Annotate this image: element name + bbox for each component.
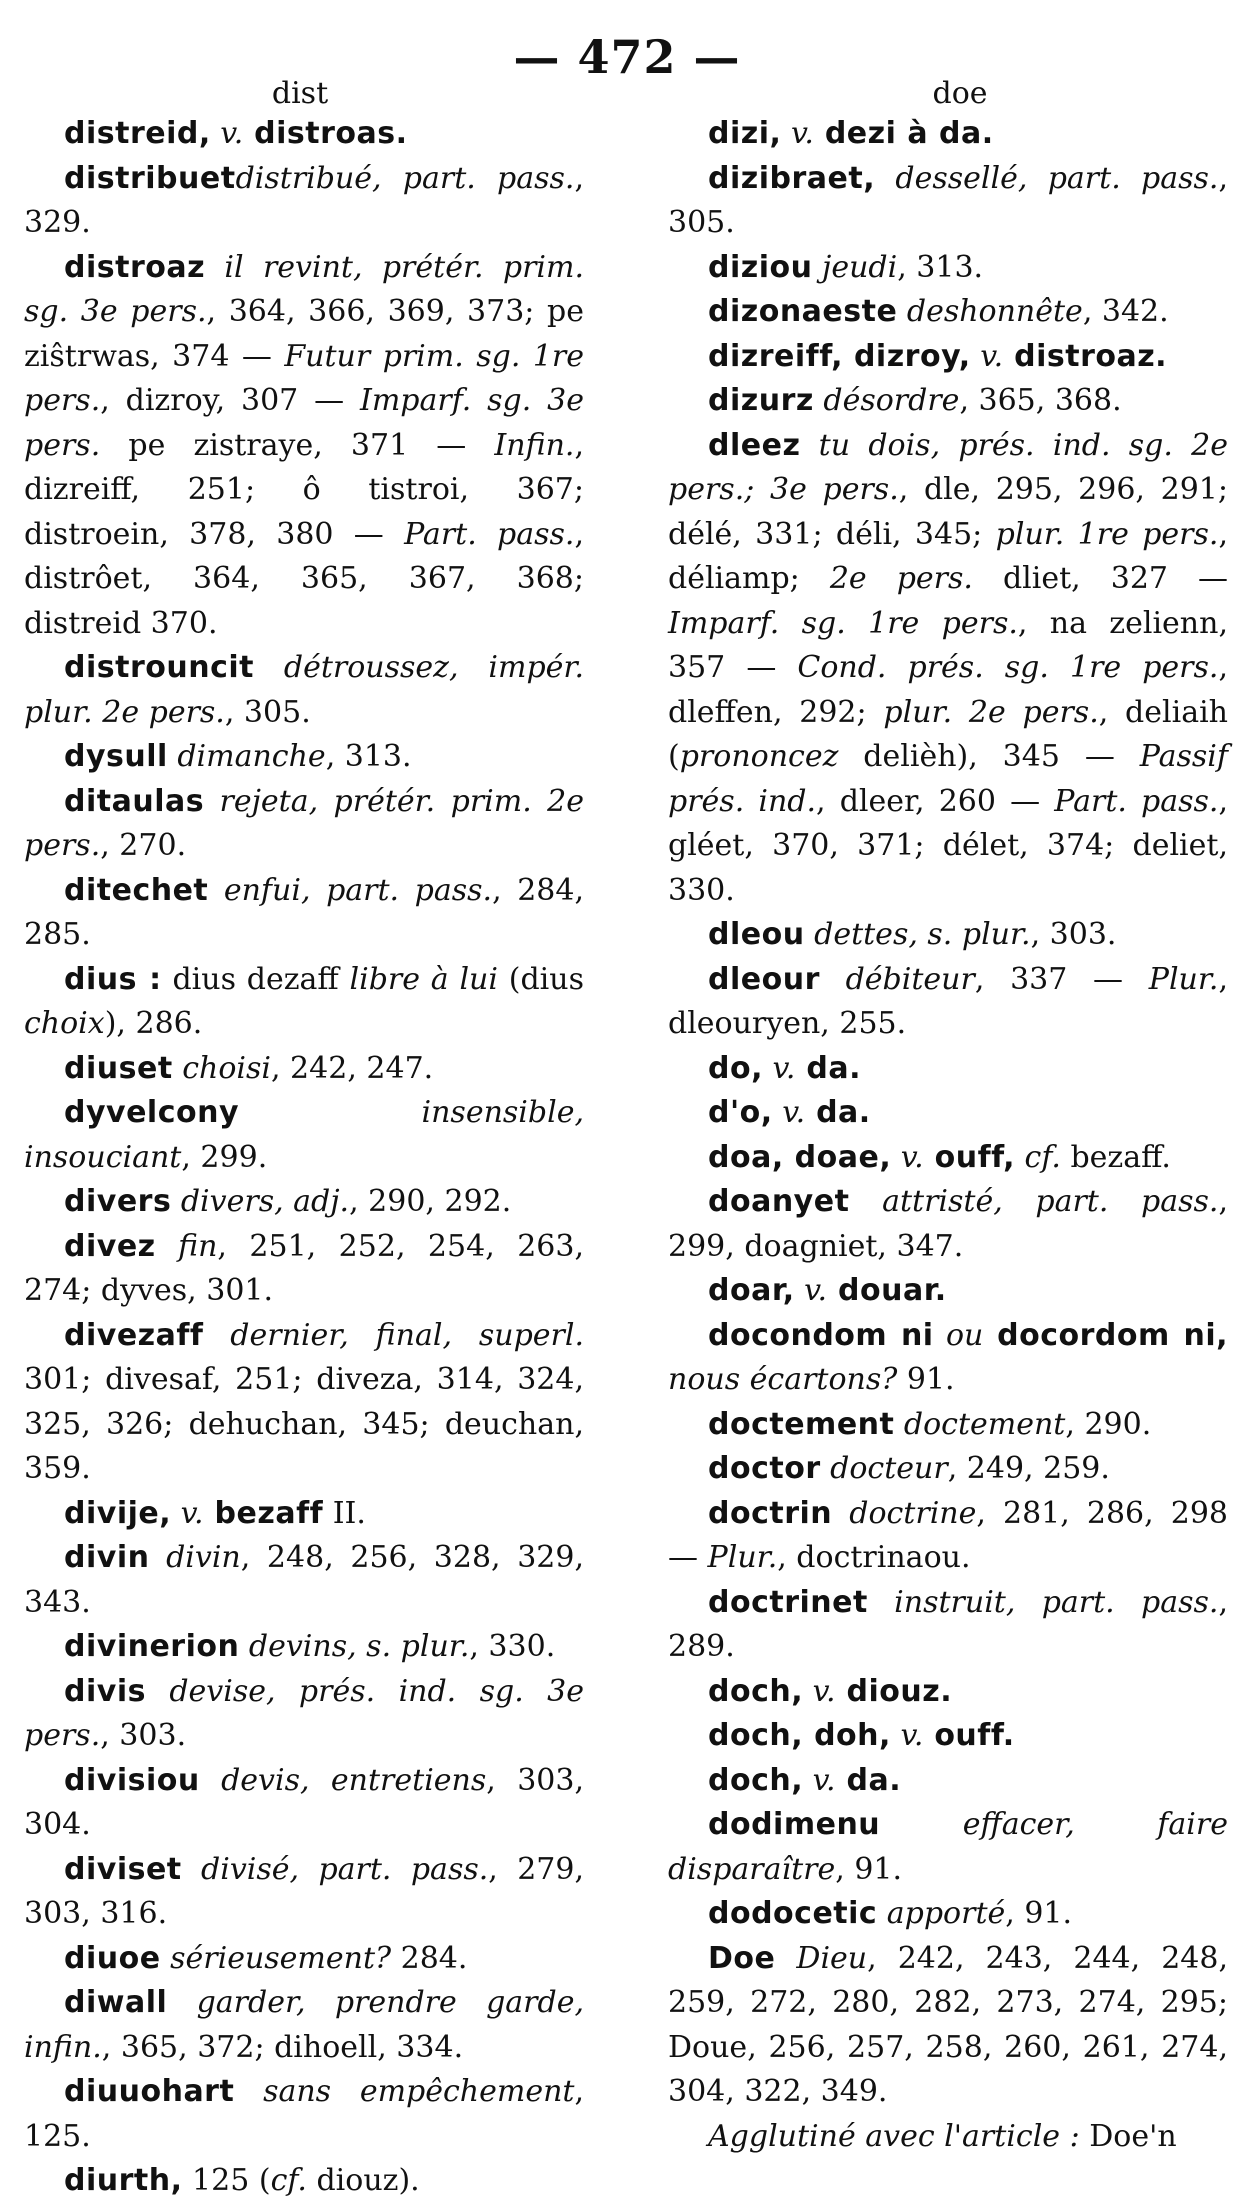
entry-gloss: v.: [762, 1050, 796, 1086]
entry-gloss: rejeta, prétér. prim. 2e pers.: [24, 783, 584, 863]
entry-references: , 125.: [24, 2074, 584, 2154]
entry-references: , 299, doagniet, 347.: [668, 1184, 1228, 1264]
entry-references: Doe'n: [1079, 2118, 1177, 2154]
entry-references: , 364, 366, 369, 373; pe ziŝtrwas, 374 —: [24, 294, 585, 374]
entry-references: delièh), 345 —: [838, 739, 1140, 774]
entry-references: , 305.: [224, 694, 311, 730]
entry-headword: dleou: [708, 917, 805, 952]
entry-references: , distrôet, 364, 365, 367, 368; distreid 370.: [24, 516, 585, 641]
entry-gloss: devins, s. plur.: [239, 1629, 470, 1664]
entry-headword: doctrin: [708, 1495, 833, 1531]
entry-references: , déliamp;: [668, 516, 1228, 596]
entry-headword: dizurz: [708, 383, 814, 418]
entry-headword: docondom ni: [708, 1317, 934, 1353]
entry-headword: do,: [708, 1050, 763, 1086]
entry-gloss: ou: [933, 1317, 984, 1353]
entry-gloss: Plur.: [707, 1540, 778, 1575]
entry-headword: doch, doh,: [708, 1718, 891, 1753]
entry-headword: dleez: [708, 427, 801, 463]
entry-gloss: v.: [890, 1718, 924, 1753]
entry-headword: dezi à da.: [813, 116, 994, 151]
entry-gloss: devis, entretiens: [199, 1762, 487, 1798]
entry-references: , 303.: [100, 1718, 187, 1753]
entry-gloss: dimanche: [167, 739, 326, 774]
entry-headword: distreid,: [64, 116, 211, 151]
entry-references: 125 (: [182, 2163, 271, 2198]
entry-gloss: plur. 2e pers.: [883, 694, 1099, 730]
entry-gloss: libre à lui: [349, 961, 498, 997]
entry-gloss: sérieusement?: [160, 1940, 392, 1976]
entry-gloss: choisi: [172, 1050, 271, 1086]
page-number: — 472 —: [513, 30, 741, 84]
entry-gloss: doctrine: [832, 1495, 977, 1531]
dictionary-entry: [668, 1314, 1228, 1403]
dictionary-entry: [668, 379, 1228, 424]
dictionary-entry: [24, 1314, 584, 1492]
entry-references: , gléet, 370, 371; délet, 374; deliet, 330.: [668, 783, 1228, 908]
entry-headword: divinerion: [64, 1629, 240, 1664]
entry-references: , 330.: [469, 1629, 556, 1664]
entry-gloss: sans empêchement: [234, 2074, 575, 2109]
entry-references: , 242, 247.: [270, 1050, 434, 1086]
entry-gloss: v.: [772, 1095, 806, 1130]
entry-headword: bezaff: [203, 1495, 324, 1531]
dictionary-entry: [668, 1091, 1228, 1136]
right-column: [668, 112, 1228, 2159]
entry-gloss: fin: [155, 1228, 218, 1264]
dictionary-entry: [668, 1670, 1228, 1715]
entry-headword: dizonaeste: [708, 294, 898, 329]
entry-gloss: Agglutiné avec l'article :: [708, 2118, 1080, 2154]
entry-gloss: enfui, part. pass.: [208, 872, 493, 908]
entry-headword: da.: [835, 1762, 902, 1798]
dictionary-entry: [24, 1670, 584, 1759]
entry-headword: distroas.: [243, 116, 408, 151]
entry-references: pe zistraye, 371 —: [100, 427, 495, 463]
entry-references: , 329.: [24, 160, 584, 240]
entry-gloss: détroussez, impér. plur. 2e pers.: [24, 650, 584, 730]
entry-headword: divis: [64, 1673, 146, 1709]
entry-references: , 251, 252, 254, 263, 274; dyves, 301.: [24, 1228, 584, 1308]
dictionary-entry: [24, 1759, 584, 1848]
entry-headword: da.: [805, 1095, 871, 1130]
entry-references: , na zelienn, 357 —: [668, 605, 1228, 685]
dictionary-entry: [668, 290, 1228, 335]
entry-headword: ouff.: [923, 1718, 1015, 1753]
entry-references: , 290.: [1065, 1406, 1152, 1442]
entry-references: , 279, 303, 316.: [24, 1851, 585, 1931]
entry-headword: doanyet: [708, 1184, 850, 1219]
entry-references: , 249, 259.: [947, 1451, 1110, 1486]
running-head-left: dist: [271, 76, 329, 111]
entry-references: bezaff.: [1060, 1139, 1171, 1175]
entry-gloss: divin: [149, 1540, 241, 1575]
entry-references: , deliaih (: [668, 694, 1228, 774]
dictionary-entry: [668, 1447, 1228, 1492]
dictionary-entry: [24, 1981, 584, 2070]
dictionary-entry: [668, 1492, 1228, 1581]
entry-headword: distroaz.: [1003, 338, 1168, 374]
dictionary-entry: [24, 2070, 584, 2159]
dictionary-entry: [668, 913, 1228, 958]
entry-gloss: dessellé, part. pass.: [875, 160, 1219, 196]
entry-headword: Doe: [708, 1940, 776, 1976]
entry-headword: doctement: [708, 1406, 895, 1442]
entry-gloss: cf.: [270, 2163, 307, 2198]
entry-references: , dleer, 260 —: [816, 783, 1055, 819]
entry-headword: diouz.: [835, 1673, 953, 1709]
entry-gloss: instruit, part. pass.: [867, 1584, 1219, 1620]
entry-references: II.: [323, 1495, 366, 1531]
entry-gloss: apporté: [877, 1896, 1006, 1931]
dictionary-entry: [24, 246, 584, 647]
dictionary-entry: [24, 1047, 584, 1092]
entry-references: , 313.: [325, 739, 412, 774]
dictionary-entry: [668, 112, 1228, 157]
dictionary-entry: [24, 735, 584, 780]
entry-gloss: dettes, s. plur.: [804, 917, 1031, 952]
entry-gloss: Dieu: [775, 1940, 868, 1976]
dictionary-entry: [668, 1759, 1228, 1804]
entry-references: , doctrinaou.: [777, 1540, 971, 1575]
dictionary-entry: [24, 780, 584, 869]
dictionary-entry: [24, 958, 584, 1047]
entry-references: , 303, 304.: [24, 1762, 584, 1842]
entry-references: , 91.: [1005, 1896, 1073, 1931]
entry-headword: divezaff: [64, 1317, 204, 1353]
entry-references: , 289.: [668, 1584, 1228, 1664]
entry-gloss: v.: [171, 1495, 204, 1531]
entry-gloss: dernier, final, superl.: [203, 1317, 584, 1353]
entry-references: (dius: [497, 961, 584, 997]
entry-gloss: tu dois, prés. ind. sg. 2e pers.; 3e pers.: [668, 427, 1228, 507]
entry-headword: d'o,: [708, 1095, 773, 1130]
dictionary-entry: [24, 112, 584, 157]
entry-headword: dizreiff, dizroy,: [708, 338, 971, 374]
entry-references: , 313.: [897, 249, 984, 285]
entry-gloss: Plur.: [1148, 961, 1219, 997]
entry-references: , 305.: [668, 160, 1228, 240]
entry-headword: diuoe: [64, 1940, 161, 1976]
entry-references: ), 286.: [104, 1006, 203, 1041]
left-column: [24, 112, 584, 2204]
entry-headword: distrouncit: [64, 650, 254, 685]
entry-gloss: prononcez: [679, 739, 839, 774]
entry-headword: dizibraet,: [708, 160, 876, 196]
entry-headword: dius :: [64, 961, 162, 997]
dictionary-entry: [668, 1714, 1228, 1759]
entry-references: , 303.: [1030, 917, 1117, 952]
entry-gloss: v.: [891, 1139, 924, 1175]
entry-references: , 281, 286, 298 —: [668, 1495, 1229, 1575]
entry-headword: divers: [64, 1184, 172, 1219]
entry-gloss: Imparf. sg. 3e pers.: [24, 383, 584, 463]
entry-references: dliet, 327 —: [972, 561, 1229, 596]
entry-headword: diwall: [64, 1985, 168, 2020]
entry-references: , 342.: [1082, 294, 1169, 329]
entry-gloss: doctement: [894, 1406, 1066, 1442]
dictionary-entry: [668, 1937, 1228, 2115]
entry-gloss: v.: [781, 116, 814, 151]
entry-gloss: v.: [803, 1762, 836, 1798]
entry-gloss: Cond. prés. sg. 1re pers.: [797, 650, 1219, 685]
entry-headword: dodocetic: [708, 1896, 878, 1931]
dictionary-entry: [668, 1581, 1228, 1670]
entry-gloss: Passif prés. ind.: [668, 739, 1228, 819]
entry-references: dius dezaff: [161, 961, 350, 997]
dictionary-entry: [668, 1892, 1228, 1937]
entry-references: , 365, 372; dihoell, 334.: [101, 2029, 464, 2065]
entry-references: , 299.: [181, 1139, 268, 1175]
entry-gloss: deshonnête: [897, 294, 1083, 329]
entry-headword: doctrinet: [708, 1584, 868, 1620]
entry-references: , dle, 295, 296, 291; délé, 331; déli, 345;: [668, 472, 1229, 552]
entry-gloss: 2e pers.: [829, 561, 973, 596]
entry-headword: divisiou: [64, 1762, 200, 1798]
entry-headword: diviset: [64, 1851, 182, 1887]
entry-headword: doch,: [708, 1762, 804, 1798]
entry-gloss: distribué, part. pass.: [235, 160, 575, 196]
dictionary-entry: [24, 1937, 584, 1982]
entry-gloss: cf.: [1015, 1139, 1061, 1175]
entry-gloss: docteur: [820, 1451, 948, 1486]
dictionary-entry: [668, 1403, 1228, 1448]
dictionary-entry: [24, 1492, 584, 1537]
entry-gloss: nous écartons?: [668, 1362, 898, 1397]
dictionary-entry: [24, 1225, 584, 1314]
entry-headword: divije,: [64, 1495, 172, 1531]
entry-gloss: v.: [210, 116, 244, 151]
entry-gloss: effacer, faire disparaître: [668, 1807, 1228, 1887]
entry-gloss: attristé, part. pass.: [849, 1184, 1219, 1219]
entry-gloss: insensible, insouciant: [24, 1095, 584, 1175]
entry-gloss: devise, prés. ind. sg. 3e pers.: [24, 1673, 584, 1753]
entry-references: 301; divesaf, 251; diveza, 314, 324, 325, 326; dehuchan, 345; deuchan, 359.: [24, 1362, 584, 1486]
entry-headword: diurth,: [64, 2163, 183, 2198]
dictionary-entry: [668, 335, 1228, 380]
entry-gloss: garder, prendre garde, infin.: [24, 1985, 584, 2065]
entry-headword: divin: [64, 1540, 150, 1575]
entry-headword: diuset: [64, 1050, 173, 1086]
dictionary-entry: [24, 1848, 584, 1937]
entry-headword: dysull: [64, 739, 168, 774]
entry-gloss: v.: [970, 338, 1004, 374]
entry-gloss: Part. pass.: [404, 516, 575, 552]
entry-headword: doa, doae,: [708, 1139, 892, 1175]
dictionary-entry: [24, 1625, 584, 1670]
entry-gloss: Futur prim. sg. 1re pers.: [24, 338, 584, 418]
entry-headword: dleour: [708, 961, 820, 997]
entry-headword: distroaz: [64, 249, 206, 285]
dictionary-entry: [24, 2159, 584, 2204]
dictionary-entry: [668, 1180, 1228, 1269]
dictionary-entry: [24, 646, 584, 735]
entry-gloss: v.: [803, 1673, 836, 1709]
entry-headword: ditechet: [64, 872, 209, 908]
entry-references: , 284, 285.: [24, 872, 584, 952]
entry-gloss: jeudi: [812, 249, 898, 285]
entry-gloss: Part. pass.: [1054, 783, 1219, 819]
entry-headword: docordom ni,: [983, 1317, 1229, 1353]
running-head-right: doe: [932, 76, 988, 111]
entry-gloss: Infin.: [494, 427, 575, 463]
dictionary-entry: [24, 1536, 584, 1625]
entry-headword: ditaulas: [64, 783, 205, 819]
entry-references: , 248, 256, 328, 329, 343.: [24, 1540, 584, 1620]
entry-headword: dyvelcony: [64, 1095, 240, 1130]
entry-references: diouz).: [306, 2163, 420, 2198]
dictionary-entry: [668, 246, 1228, 291]
dictionary-entry: [668, 2115, 1228, 2160]
entry-references: , dleouryen, 255.: [668, 961, 1229, 1041]
entry-references: , 270.: [100, 828, 187, 863]
dictionary-entry: [24, 157, 584, 246]
dictionary-entry: [24, 869, 584, 958]
entry-gloss: v.: [794, 1273, 828, 1308]
dictionary-entry: [668, 424, 1228, 914]
entry-references: , 242, 243, 244, 248, 259, 272, 280, 282, 273, 274, 295; Doue, 256, 257, 258, 260, 261, 274, 304, 322, 349.: [668, 1940, 1228, 2109]
entry-headword: doch,: [708, 1673, 804, 1709]
entry-references: , 91.: [835, 1851, 903, 1887]
entry-gloss: désordre: [813, 383, 960, 418]
entry-headword: dodimenu: [708, 1807, 881, 1842]
dictionary-entry: [668, 1803, 1228, 1892]
entry-references: , 337 —: [974, 961, 1149, 997]
entry-gloss: choix: [24, 1006, 105, 1041]
entry-headword: douar.: [827, 1273, 947, 1308]
entry-references: , 365, 368.: [959, 383, 1122, 418]
entry-headword: divez: [64, 1228, 156, 1264]
entry-references: 284.: [391, 1940, 468, 1976]
entry-headword: distribuet: [64, 160, 236, 196]
dictionary-entry: [668, 1136, 1228, 1181]
entry-gloss: divers, adj.: [171, 1184, 350, 1219]
entry-gloss: Imparf. sg. 1re pers.: [668, 605, 1018, 641]
entry-references: , dleffen, 292;: [668, 650, 1228, 730]
dictionary-entry: [668, 1269, 1228, 1314]
entry-headword: doctor: [708, 1451, 821, 1486]
entry-headword: ouff,: [923, 1139, 1015, 1175]
dictionary-entry: [668, 157, 1228, 246]
entry-headword: diziou: [708, 249, 813, 285]
entry-references: 91.: [897, 1362, 955, 1397]
entry-gloss: débiteur: [819, 961, 975, 997]
entry-gloss: plur. 1re pers.: [995, 516, 1219, 552]
entry-headword: dizi,: [708, 116, 782, 151]
entry-headword: da.: [795, 1050, 862, 1086]
entry-references: , dizroy, 307 —: [100, 383, 360, 418]
entry-headword: doar,: [708, 1273, 795, 1308]
dictionary-entry: [668, 1047, 1228, 1092]
entry-references: , 290, 292.: [349, 1184, 512, 1219]
entry-gloss: divisé, part. pass.: [181, 1851, 489, 1887]
entry-references: , dizreiff, 251; ô tistroi, 367; distroein, 378, 380 —: [24, 427, 584, 552]
dictionary-entry: [24, 1091, 584, 1180]
dictionary-entry: [668, 958, 1228, 1047]
dictionary-entry: [24, 1180, 584, 1225]
entry-headword: diuuohart: [64, 2074, 235, 2109]
entry-gloss: il revint, prétér. prim. sg. 3e pers.: [24, 249, 584, 329]
